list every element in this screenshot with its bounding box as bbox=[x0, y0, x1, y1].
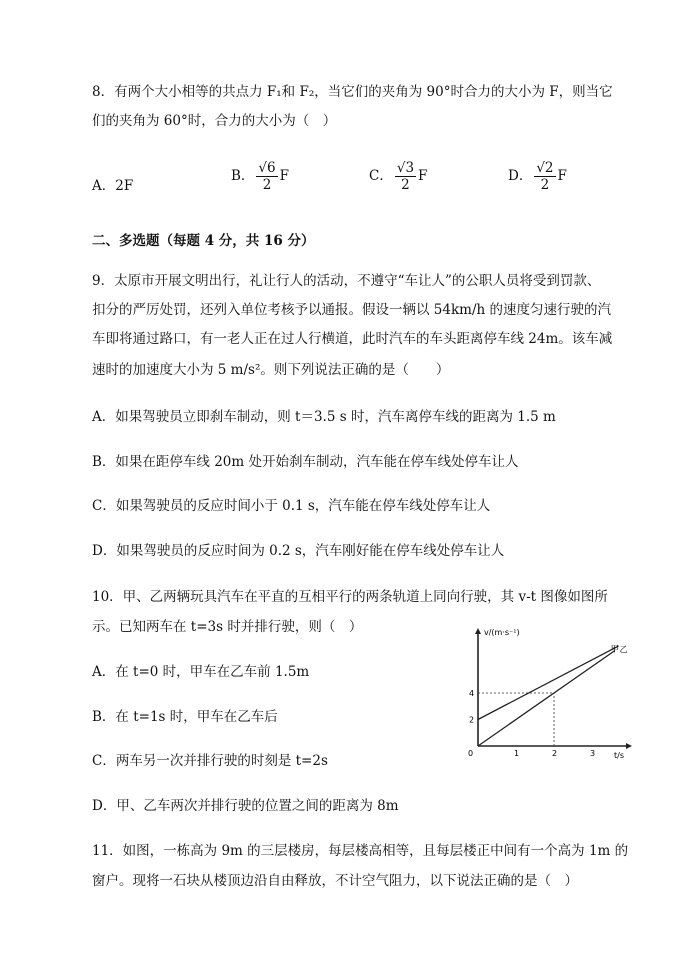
q8-option-d-label: D． bbox=[508, 168, 533, 184]
x-axis-label: t/s bbox=[614, 751, 624, 760]
q9-option-c: C．如果驾驶员的反应时间小于 0.1 s，汽车能在停车线处停车让人 bbox=[92, 498, 491, 514]
y-axis-arrow-icon bbox=[475, 628, 481, 634]
q9-stem-line1: 9．太原市开展文明出行，礼让行人的活动，不遵守“车让人”的公职人员将受到罚款、 bbox=[92, 273, 601, 289]
q8-option-c-suffix: F bbox=[418, 168, 428, 184]
q8-option-a: A．2F bbox=[92, 178, 134, 194]
y-tick-label: 2 bbox=[469, 715, 475, 725]
fraction-denominator: 2 bbox=[401, 177, 410, 193]
x-tick-label: 2 bbox=[552, 749, 558, 758]
q10-stem-line2: 示。已知两车在 t=3s 时并排行驶，则（ ） bbox=[92, 619, 363, 635]
q10-option-a: A．在 t=0 时，甲车在乙车前 1.5m bbox=[92, 664, 310, 680]
q9-option-a: A．如果驾驶员立即刹车制动，则 t＝3.5 s 时，汽车离停车线的距离为 1.5 m bbox=[92, 409, 556, 425]
q9-option-d: D．如果驾驶员的反应时间为 0.2 s，汽车刚好能在停车线处停车让人 bbox=[92, 543, 505, 559]
x-tick-label: 1 bbox=[514, 749, 520, 758]
q11-stem-line1: 11．如图，一栋高为 9m 的三层楼房，每层楼高相等，且每层楼正中间有一个高为 1m 的 bbox=[92, 843, 629, 859]
q9-stem-line2: 扣分的严厉处罚，还列入单位考核予以通报。假设一辆以 54km/h 的速度匀速行驶的汽 bbox=[92, 302, 611, 318]
series-label-yi: 乙 bbox=[619, 644, 628, 654]
q9-option-b: B．如果在距停车线 20m 处开始刹车制动，汽车能在停车线处停车让人 bbox=[92, 454, 519, 470]
q8-option-b-label: B． bbox=[231, 168, 255, 184]
q8-stem-line1: 8．有两个大小相等的共点力 F₁和 F₂，当它们的夹角为 90°时合力的大小为 F，则当它 bbox=[92, 84, 613, 100]
q8-option-b bbox=[231, 160, 289, 193]
vt-chart bbox=[464, 620, 634, 760]
fraction-denominator: 2 bbox=[262, 177, 272, 193]
q11-stem-line2: 窗户。现将一石块从楼顶边沿自由释放，不计空气阻力，以下说法正确的是（ ） bbox=[92, 873, 578, 889]
fraction bbox=[395, 160, 416, 193]
y-tick-label: 4 bbox=[469, 689, 475, 698]
series-line-yi bbox=[478, 646, 619, 720]
q10-option-b: B．在 t=1s 时，甲车在乙车后 bbox=[92, 709, 278, 725]
q8-option-d-suffix: F bbox=[557, 168, 567, 184]
series-label-jia: 甲 bbox=[610, 644, 619, 654]
x-tick-label: 0 bbox=[468, 749, 474, 758]
q9-stem-line3: 车即将通过路口，有一老人正在过人行横道，此时汽车的车头距离停车线 24m。该车减 bbox=[92, 331, 613, 347]
fraction bbox=[534, 160, 555, 193]
x-axis-arrow-icon bbox=[626, 743, 632, 749]
q10-option-c: C．两车另一次并排行驶的时刻是 t=2s bbox=[92, 753, 328, 769]
fraction-numerator: √6 bbox=[258, 160, 276, 176]
y-axis-label: v/(m·s⁻¹) bbox=[484, 628, 520, 637]
fraction bbox=[256, 160, 277, 193]
q10-stem-line1: 10．甲、乙两辆玩具汽车在平直的互相平行的两条轨道上同向行驶，其 v-t 图像如图所 bbox=[92, 589, 608, 605]
q8-option-b-suffix: F bbox=[279, 168, 289, 184]
q8-stem-line2: 们的夹角为 60°时，合力的大小为（ ） bbox=[92, 113, 337, 129]
q8-option-d bbox=[508, 160, 567, 193]
x-tick-label: 3 bbox=[590, 749, 596, 758]
q10-option-d: D．甲、乙车两次并排行驶的位置之间的距离为 8m bbox=[92, 798, 399, 814]
q8-option-c-label: C． bbox=[369, 168, 393, 184]
series-line-jia bbox=[478, 651, 615, 746]
fraction-numerator: √3 bbox=[396, 160, 415, 176]
q9-stem-line4: 速时的加速度大小为 5 m/s²。则下列说法正确的是（ ） bbox=[92, 362, 450, 378]
fraction-numerator: √2 bbox=[536, 160, 554, 176]
section-title: 二、多选题（每题 4 分，共 16 分） bbox=[92, 233, 315, 249]
q8-option-c bbox=[369, 160, 427, 193]
fraction-denominator: 2 bbox=[540, 177, 550, 193]
